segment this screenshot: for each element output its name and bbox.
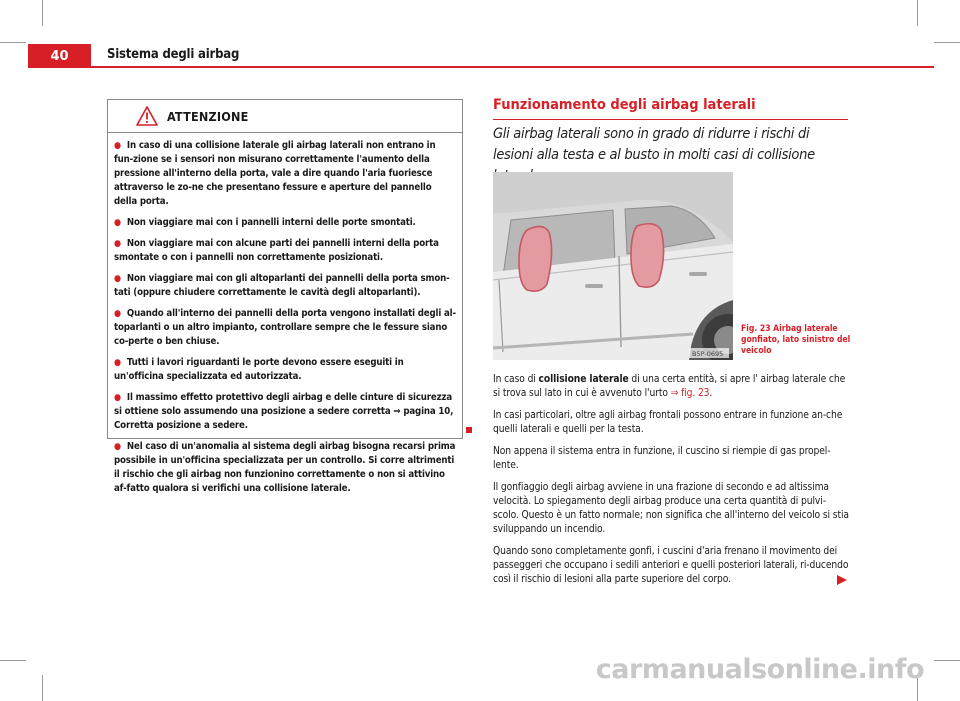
car-side-illustration (493, 172, 733, 360)
warning-item (114, 139, 456, 209)
watermark: carmanualsonline.info (595, 654, 924, 685)
warning-item (114, 307, 456, 349)
warning-box (107, 99, 463, 494)
warning-item (114, 356, 456, 384)
section-rule (493, 119, 848, 120)
crop-mark (917, 0, 918, 26)
section-title: Funzionamento degli airbag laterali (493, 97, 756, 113)
warning-item (114, 391, 456, 433)
bullet-icon: ● (114, 141, 121, 151)
crop-mark (0, 660, 26, 661)
warning-item-text: In caso di una collisione laterale gli airbag laterali non entrano in fun-zione se i sensori non misurano correttamente l'aumento della pressione all'interno della porta, vale a dire quando l'aria fuoriesce attraverso le zo-ne che presentano fessure e aperture del pannello della porta. (114, 140, 436, 207)
warning-title: ATTENZIONE (167, 108, 249, 124)
bullet-icon: ● (114, 218, 121, 228)
crop-mark (0, 42, 26, 43)
crop-mark (934, 660, 960, 661)
figure-side-airbag (493, 172, 733, 360)
section-intro: Gli airbag laterali sono in grado di ridurre i rischi di lesioni alla testa e al busto in molti casi di collisione (493, 126, 815, 163)
crop-mark (934, 42, 960, 43)
paragraph-text: di una certa entità, si apre l' airbag laterale che si trova sul lato in cui è avvenuto l'urto (493, 374, 846, 399)
bullet-icon: ● (114, 358, 121, 368)
bullet-icon: ● (114, 442, 121, 452)
warning-item-text: Non viaggiare mai con alcune parti dei pannelli interni della porta smontate o con i pannelli non correttamente posizionati. (114, 238, 439, 263)
section-end-mark (466, 427, 472, 433)
crop-mark (42, 675, 43, 701)
continue-arrow-icon (837, 575, 847, 585)
paragraph: Quando sono completamente gonfi, i cuscini d'aria frenano il movimento dei passeggeri che occupano i sedili anteriori e quelli posteriori laterali, ri-ducendo così il rischio di lesioni alla parte superiore del corpo. (493, 546, 849, 585)
figure-link[interactable]: ⇒ fig. 23 (670, 388, 710, 399)
warning-item (114, 272, 456, 300)
warning-item (114, 216, 456, 230)
warning-triangle-icon (136, 106, 158, 126)
paragraph-text: In caso di (493, 374, 539, 385)
bullet-icon: ● (114, 274, 121, 284)
warning-item (114, 237, 456, 265)
warning-item-text: Nel caso di un'anomalia al sistema degli airbag bisogna recarsi prima possibile in un'officina specializzata per un controllo. Si corre altrimenti il rischio che gli airbag non funzionino correttamente o non si attivino af-fatto qualora si verifichi una collisione laterale. (114, 441, 456, 494)
body-text (493, 373, 851, 595)
paragraph: In casi particolari, oltre agli airbag frontali possono entrare in funzione an-che quelli laterali e quelli per la testa. (493, 410, 843, 435)
paragraph: Il gonfiaggio degli airbag avviene in una frazione di secondo e ad altissima velocità. Lo spiegamento degli airbag produce una certa quantità di pulvi-scolo. Questo è un fatto normale; non significa che all'interno del veicolo si stia sviluppando un incendio. (493, 482, 849, 535)
paragraph (493, 373, 851, 401)
warning-item-text: Il massimo effetto protettivo degli airbag e delle cinture di sicurezza si ottiene solo assumendo una posizione a sedere corretta ⇒ pagina 10, Corretta posizione a sedere. (114, 392, 454, 431)
warning-item-text: Tutti i lavori riguardanti le porte devono essere eseguiti in un'officina specializzata ed autorizzata. (114, 357, 404, 382)
paragraph-text: . (709, 388, 713, 399)
keyword: collisione laterale (538, 374, 629, 385)
warning-header (108, 100, 462, 133)
warning-item (114, 440, 456, 496)
bullet-icon: ● (114, 309, 121, 319)
page-number: 40 (28, 44, 91, 68)
warning-item-text: Quando all'interno dei pannelli della porta vengono installati degli al-toparlanti o un altro impianto, controllare sempre che le fessure siano co-perte o ben chiuse. (114, 308, 456, 347)
warning-item-text: Non viaggiare mai con gli altoparlanti dei pannelli della porta smon-tati (oppure chiudere correttamente le cavità degli altoparlanti). (114, 273, 450, 298)
warning-list (108, 133, 462, 496)
crop-mark (42, 0, 43, 26)
header-rule (91, 66, 934, 68)
figure-caption: Fig. 23 Airbag laterale gonfiato, lato sinistro del veicolo (741, 324, 851, 356)
figure-code: B5P-0695 (692, 350, 724, 358)
page-title: Sistema degli airbag (107, 47, 240, 62)
bullet-icon: ● (114, 393, 121, 403)
bullet-icon: ● (114, 239, 121, 249)
paragraph: Non appena il sistema entra in funzione, il cuscino si riempie di gas propel-lente. (493, 446, 831, 471)
warning-item-text: Non viaggiare mai con i pannelli interni delle porte smontati. (126, 217, 416, 228)
